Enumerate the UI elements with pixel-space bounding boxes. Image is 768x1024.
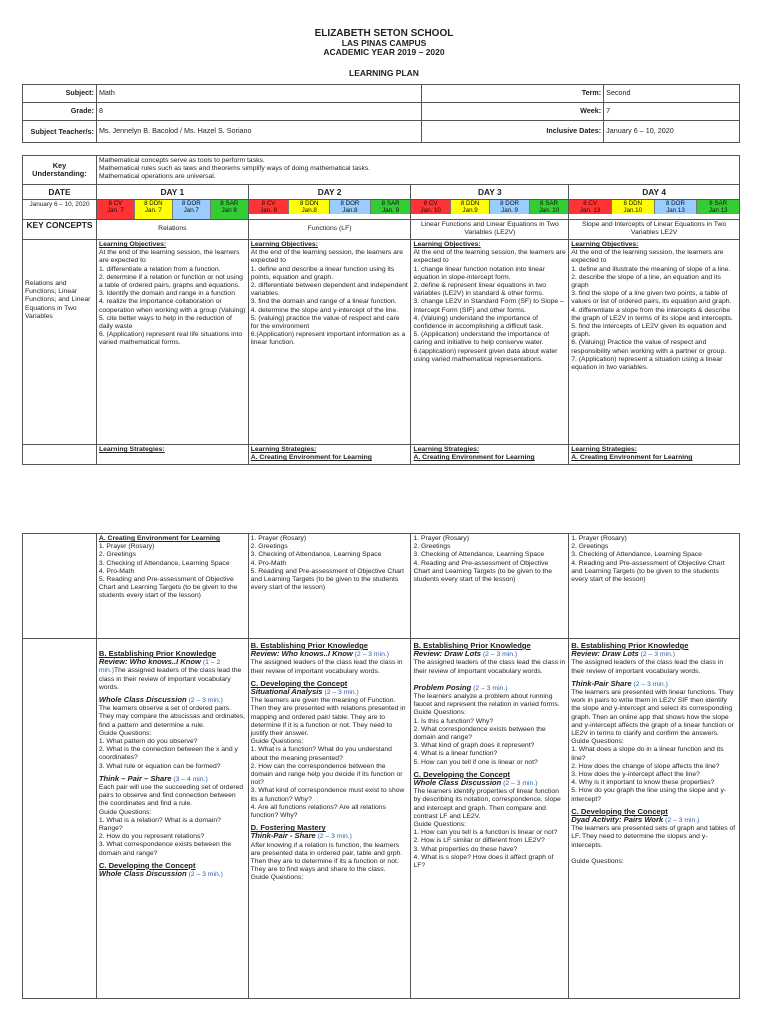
- day2-header: DAY 2: [248, 185, 411, 200]
- date-header: DATE: [23, 185, 97, 200]
- env-text: 1. Prayer (Rosary) 2. Greetings 3. Checking of Attendance, Learning Space 4. Pro-Math 5. Reading and Pre-assessment of Objective Chart and Learning Targets (to be given to the students every start of the lesson): [98, 543, 238, 600]
- activity-text: Each pair will use the succeeding set of ordered pairs to observe and find connection between the coordinates and find a rule. Guide Questions: 1. What is a relation? What is a domain? Range? 2. How do you represent relations? 3. What correspondence exists between the domain and range?: [98, 784, 244, 857]
- header: [0, 29, 768, 58]
- concept-day4: Slope and Intercepts of Linear Equations in Two Variables LE2V: [569, 220, 740, 240]
- activity-title: Dyad Activity: Pairs Work: [571, 815, 664, 825]
- day4-sections: [569, 200, 740, 220]
- content-day3: [411, 639, 569, 999]
- dates-value: January 6 – 10, 2020: [604, 121, 740, 143]
- env-day2: 1. Prayer (Rosary) 2. Greetings 3. Checking of Attendance, Learning Space 4. Pro-Math 5. Reading and Pre-assessment of Objective Chart and Learning Targets (to be given to the students every start of the lesson): [248, 534, 411, 639]
- section-cell: 8 SAR Jan 13: [697, 200, 739, 214]
- review-title: Review: Draw Lots: [571, 649, 639, 659]
- lo-title: Learning Objectives:: [98, 241, 167, 248]
- ls-title: Learning Strategies:: [250, 446, 317, 453]
- review-title: Review: Draw Lots: [413, 649, 481, 659]
- day4-header: DAY 4: [569, 185, 740, 200]
- day3-header: DAY 3: [411, 185, 569, 200]
- time: (2 – 3 min.): [665, 817, 700, 825]
- activity-text: The learners are presented with linear functions. They work in pairs to write them in LE2V SIF then identify the slope and y-intercept and select its corresponding graph. Then an online app that shows how the slope and y-intercept affects the graph of a linear function or LE2V in terms to clarify and confirm the answers. Guide Questions: 1. What does a slope do in a linear function and its line? 2. How does the change of slope affects the line? 3. How does the y-intercept affect the line? 4. Why is it important to know these properties? 5. How do you graph the line using the slope and y-intercept?: [571, 689, 734, 803]
- week-label: Week:: [422, 103, 604, 121]
- key-understanding-label: Key Understanding:: [23, 156, 97, 185]
- grade-value: 8: [96, 103, 421, 121]
- school-name: ELIZABETH SETON SCHOOL: [314, 28, 454, 39]
- concept-title: C. Developing the Concept: [250, 678, 348, 688]
- content-day4: [569, 639, 740, 999]
- section-cell: 8 DDN Jan.9: [451, 200, 490, 214]
- time: (2 – 3 min.): [503, 780, 538, 788]
- section-cell: 8 SAR Jan 8: [211, 200, 248, 219]
- objectives-day4: [569, 240, 740, 445]
- concept-title: C. Developing the Concept: [98, 860, 196, 870]
- activity-title: Whole Class Discussion: [98, 695, 187, 705]
- empty-cell: [23, 445, 97, 465]
- prior-knowledge-title: B. Establishing Prior Knowledge: [571, 641, 689, 650]
- key-concepts-text: Relations and Functions; Linear Functions; and Linear Equations in Two Variables: [23, 240, 97, 445]
- ls-title: Learning Strategies:: [413, 446, 480, 453]
- ls-sub: A. Creating Environment for Learning: [250, 454, 372, 462]
- lo-title: Learning Objectives:: [250, 241, 318, 248]
- info-table: [22, 84, 740, 143]
- prior-knowledge-title: B. Establishing Prior Knowledge: [413, 641, 531, 650]
- lo-title: Learning Objectives:: [413, 241, 481, 248]
- week-value: 7: [604, 103, 740, 121]
- time: (2 – 3 min.): [324, 689, 359, 697]
- section-cell: 8 DOR Jan.7: [173, 200, 211, 219]
- teacher-value: Ms. Jennelyn B. Bacolod / Ms. Hazel S. Soriano: [96, 121, 421, 143]
- env-title: A. Creating Environment for Learning: [98, 535, 221, 542]
- activity-title: Think – Pair – Share: [98, 773, 172, 783]
- time: (2 – 3 min.): [633, 680, 668, 688]
- ls-sub: A. Creating Environment for Learning: [413, 454, 535, 462]
- plan-title: LEARNING PLAN: [349, 68, 419, 78]
- section-cell: 8 CV Jan. 7: [97, 200, 135, 219]
- key-understanding-text: [96, 156, 739, 185]
- section-cell: 8 CV Jan. 8: [249, 200, 290, 214]
- ku-line: Mathematical concepts serve as tools to perform tasks.: [98, 157, 265, 164]
- activity-text: The learners observe a set of ordered pairs. They may compare the abscissas and ordinates, find a pattern and determine a rule. Guide Questions: 1. What pattern do you observe? 2. What is the connection between the x and y coordinates? 3. What rule or equation can be formed?: [98, 705, 246, 770]
- ku-line: Mathematical operations are universal.: [98, 173, 216, 181]
- dates-label: Inclusive Dates:: [422, 121, 604, 143]
- time: (2 – 3 min.): [188, 871, 223, 879]
- lo-title: Learning Objectives:: [571, 241, 639, 248]
- section-cell: 8 SAR Jan. 9: [371, 200, 411, 214]
- empty-cell: [23, 639, 97, 999]
- env-day4: 1. Prayer (Rosary) 2. Greetings 3. Checking of Attendance, Learning Space 4. Reading and Pre-assessment of Objective Chart and Learning Targets (to be given to the students every start of the lesson): [569, 534, 740, 639]
- activity-title: Whole Class Discussion: [413, 778, 502, 788]
- term-label: Term:: [422, 85, 604, 103]
- concept-title: C. Developing the Concept: [413, 769, 511, 779]
- campus-name: LAS PINAS CAMPUS: [341, 37, 427, 48]
- key-concepts-label: KEY CONCEPTS: [23, 220, 97, 240]
- ku-line: Mathematical rules such as laws and theorems simplify ways of doing mathematical tasks.: [98, 165, 371, 173]
- activity-text: The learners are given the meaning of Function. Then they are presented with relations presented in mapping and ordered pair/ table. They are to determine if it is a function or not. They need to justify their answer. Guide Questions: 1. What is a function? What do you understand about the meaning presented? 2. How can the correspondence between the domain and range help you decide if its function or not? 3. What kind of correspondence must exist to show its a function? Why? 4. Are all functions relations? Are all relations function? Why?: [250, 697, 406, 820]
- date-value: January 6 – 10, 2020: [23, 200, 97, 220]
- concept-title: C. Developing the Concept: [571, 806, 668, 816]
- env-day1: [96, 534, 248, 639]
- ls-title: Learning Strategies:: [571, 446, 637, 453]
- section-cell: 8 DOR Jan.8: [330, 200, 371, 214]
- activity-text: After knowing if a relation is function, the learners are presented data in ordered pair, table and grph. Then they are to determine if its a function or not. They are to find ways and share to the class. Guide Questions:: [250, 841, 403, 882]
- grade-label: Grade:: [23, 103, 97, 121]
- review-text: The assigned leaders of the class lead the class in their review of important vocabulary words.: [250, 659, 403, 675]
- review-title: Review: Who knows..I Know: [98, 657, 201, 667]
- concept-day3: Linear Functions and Linear Equations in Two Variables (LE2V): [411, 220, 569, 240]
- subject-label: Subject:: [23, 85, 97, 103]
- academic-year: ACADEMIC YEAR 2019 – 2020: [323, 47, 445, 57]
- review-title: Review: Who knows..I Know: [250, 649, 353, 659]
- section-cell: 8 SAR Jan. 10: [530, 200, 568, 214]
- section-cell: 8 CV Jan. 13: [569, 200, 612, 214]
- objectives-day3: [411, 240, 569, 445]
- prior-knowledge-title: B. Establishing Prior Knowledge: [98, 649, 217, 658]
- section-cell: 8 DOR Jan. 9: [490, 200, 529, 214]
- strategies-day3: [411, 445, 569, 465]
- env-day3: 1. Prayer (Rosary) 2. Greetings 3. Checking of Attendance, Learning Space 4. Reading and Pre-assessment of Objective Chart and Learning Targets (to be given to the students every start of the lesson): [411, 534, 569, 639]
- section-cell: 8 DDN Jan. 7: [135, 200, 173, 219]
- day1-sections: [96, 200, 248, 220]
- time: (2 – 3 min.): [482, 651, 518, 659]
- time: (1 – 2 min.): [98, 659, 221, 675]
- lo-text: At the end of the learning session, the learners are expected to 1. define and describe a linear function using its points, equation and graph. 2. differentiate between dependent and independent variables. 3. find the domain and range of a linear function. 4. determine the slope and y-intercept of the line. 5. (valuing) practice the value of respect and care for the environment 6.(Application) represent important information as a linear function.: [250, 249, 408, 347]
- time: (2 – 3 min.): [640, 651, 676, 659]
- day2-sections: [248, 200, 411, 220]
- review-text: The assigned leaders of the class lead the class in their review of important vocabulary words.: [98, 667, 242, 691]
- time: (2 – 3 min.): [317, 833, 352, 841]
- section-cell: 8 DDN Jan.8: [289, 200, 330, 214]
- review-text: The assigned leaders of the class lead the class in their review of important vocabulary words.: [413, 659, 566, 675]
- lo-text: At the end of the learning session, the learners are expected to 1. differentiate a relation from a function. 2. determine if a relation or function or not using a table of ordered pairs, graphs and equations. 3. Identify the domain and range in a function 4. realize the importance collaboration or cooperation when working with a group (Valuing) 5. cite better ways to help in the reduction of daily waste 6. (Application) represent real life situations into varied mathematical forms.: [98, 249, 246, 347]
- concept-day2: Functions (LF): [248, 220, 411, 240]
- activity-title: Whole Class Discussion: [98, 869, 187, 879]
- time: (2 – 3 min.): [188, 697, 223, 705]
- lo-text: At the end of the learning session, the learners are expected to 1. define and illustrate the meaning of slope of a line. 2. describe the slope of a line, an equation and its graph 3. find the slope of a line given two points, a table of values or list of ordered pairs, its equation and graph. 4. differentiate a slope from the intercepts & describe the graph of LE2V in terms of its slope and intercepts. 5. find the intercepts of LE2V given its equation and graph. 6. (Valuing) Practice the value of respect and responsibility when working with a partner or group. 7. (Application) represent a situation using a linear equation in two variables.: [571, 249, 733, 372]
- time: (2 – 3 min.): [354, 651, 390, 659]
- prior-knowledge-title: B. Establishing Prior Knowledge: [250, 641, 368, 650]
- time: (2 – 3 min.): [473, 684, 508, 692]
- activity-text: The learners identify properties of linear function by describing its notation, correspondence, slope and intercept and graph. Then compare and contrast LF and LE2V. Guide Questions: 1. How can you tell is a function is linear or not? 2. How is LF similar or different from LE2V? 3. What properties do these have? 4. What is s slope? How does it affect graph of LF?: [413, 788, 561, 870]
- day1-header: DAY 1: [96, 185, 248, 200]
- empty-cell: [23, 534, 97, 639]
- section-cell: 8 DOR Jan 13: [655, 200, 698, 214]
- lo-text: At the end of the learning session, the learners are expected to 1. change linear function notation into linear equation in slope-intercept form. 2. define & represent linear equations in two variables (LE2V) in standard & other forms. 3. change LE2V in Standard Form (SF) to Slope – Intercept Form (SIF) and other forms. 4. (Valuing) understand the importance of confidence in accomplishing a difficult task. 5. (Application) understand the importance of caring and initiative to help conserve water. 6.(application) represent given data about water using varied mathematical representations.: [413, 249, 566, 363]
- activity-title: Situational Analysis: [250, 687, 323, 697]
- activity-title: Problem Posing: [413, 682, 472, 692]
- section-cell: 8 DDN Jan.10: [612, 200, 655, 214]
- activity-title: Think-Pair - Share: [250, 831, 316, 841]
- ls-sub: A. Creating Environment for Learning: [571, 454, 693, 462]
- plan-table-page1: [22, 155, 740, 465]
- subject-value: Math: [96, 85, 421, 103]
- ls-title: Learning Strategies:: [98, 446, 165, 453]
- activity-text: The learners analyze a problem about running faucet and represent the relation in varied forms. Guide Questions: 1. Is this a function? Why? 2. What correspondence exists between the domain and range? 3. What kind of graph does it represent? 4. What is a linear function? 5. How can you tell if one is linear or not?: [413, 693, 560, 766]
- time: (3 – 4 min.): [173, 775, 208, 783]
- strategies-day2: [248, 445, 411, 465]
- review-text: The assigned leaders of the class lead the class in their review of important vocabulary words.: [571, 659, 724, 675]
- content-day1: [96, 639, 248, 999]
- mastery-title: D. Fostering Mastery: [250, 823, 326, 833]
- term-value: Second: [604, 85, 740, 103]
- content-day2: [248, 639, 411, 999]
- plan-table-page2: [22, 533, 740, 999]
- concept-day1: Relations: [96, 220, 248, 240]
- objectives-day2: [248, 240, 411, 445]
- objectives-day1: [96, 240, 248, 445]
- activity-title: Think-Pair Share: [571, 678, 632, 688]
- strategies-day4: [569, 445, 740, 465]
- activity-text: The learners are presented sets of graph and tables of LF. They need to determine the slopes and y-intercepts. Guide Questions:: [571, 825, 736, 866]
- section-cell: 8 CV Jan. 10: [411, 200, 450, 214]
- strategies-day1: [96, 445, 248, 465]
- teacher-label: Subject Teacher/s:: [23, 121, 97, 143]
- day3-sections: [411, 200, 569, 220]
